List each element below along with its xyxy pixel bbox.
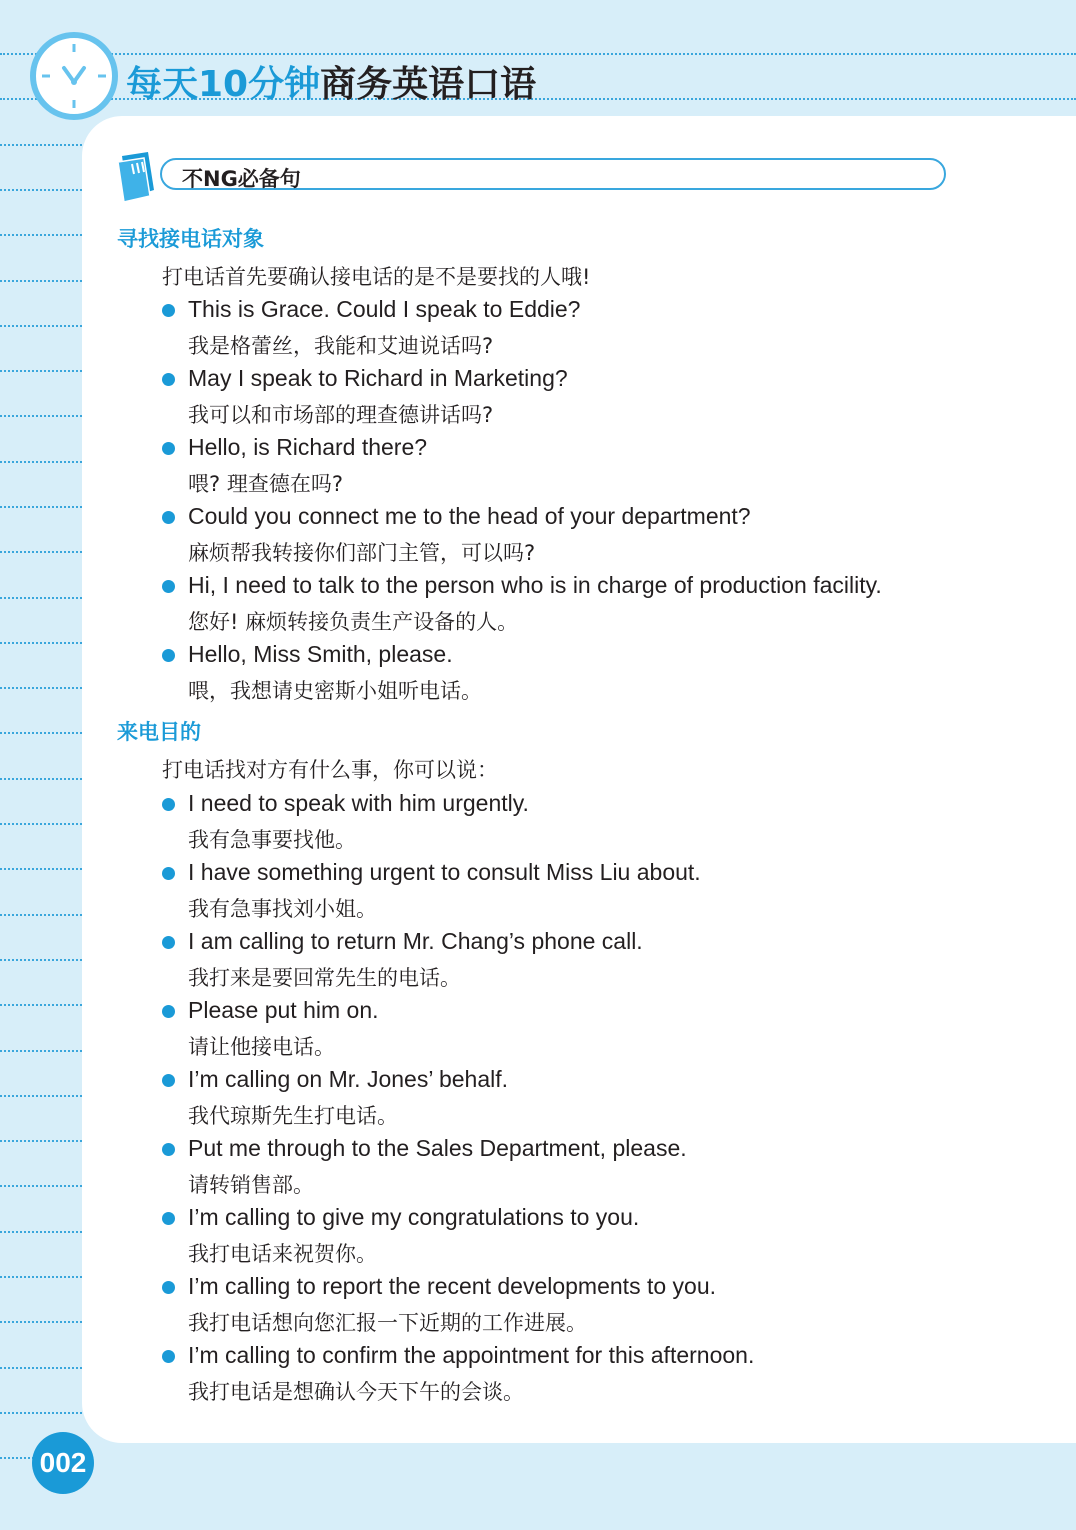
dotted-line bbox=[0, 1004, 82, 1006]
bullet-icon bbox=[162, 1350, 175, 1363]
group-intro: 打电话找对方有什么事，你可以说： bbox=[162, 758, 498, 782]
bullet-icon bbox=[162, 511, 175, 524]
dotted-line bbox=[0, 1276, 82, 1278]
phrase-english: I have something urgent to consult Miss Liu about. bbox=[188, 859, 701, 885]
book-title-rest: 商务英语口语 bbox=[320, 64, 537, 105]
dotted-line bbox=[0, 1412, 82, 1414]
phrase-english: Please put him on. bbox=[188, 997, 379, 1023]
phrase-english: I’m calling to confirm the appointment for this afternoon. bbox=[188, 1342, 755, 1368]
phrase-chinese: 您好! 麻烦转接负责生产设备的人。 bbox=[188, 610, 519, 634]
dotted-line bbox=[0, 53, 1076, 55]
group-heading: 来电目的 bbox=[117, 720, 201, 744]
dotted-line bbox=[0, 1231, 82, 1233]
bullet-icon bbox=[162, 1005, 175, 1018]
dotted-line bbox=[0, 280, 82, 282]
phrase-english: Could you connect me to the head of your department? bbox=[188, 503, 751, 529]
phrase-english: I’m calling to report the recent developments to you. bbox=[188, 1273, 717, 1299]
page-number: 002 bbox=[32, 1432, 94, 1494]
dotted-line bbox=[0, 1095, 82, 1097]
dotted-line bbox=[0, 778, 82, 780]
dotted-line bbox=[0, 1050, 82, 1052]
phrase-english: Hi, I need to talk to the person who is in charge of production facility. bbox=[188, 572, 882, 598]
dotted-line bbox=[0, 370, 82, 372]
memory-card-icon bbox=[114, 150, 162, 202]
section-banner bbox=[160, 158, 946, 190]
bullet-icon bbox=[162, 442, 175, 455]
bullet-icon bbox=[162, 304, 175, 317]
phrase-chinese: 我是格蕾丝，我能和艾迪说话吗? bbox=[188, 334, 494, 358]
bullet-icon bbox=[162, 867, 175, 880]
dotted-line bbox=[0, 189, 82, 191]
phrase-chinese: 我代琼斯先生打电话。 bbox=[188, 1104, 398, 1128]
dotted-line bbox=[0, 144, 82, 146]
phrase-chinese: 喂? 理查德在吗? bbox=[188, 472, 343, 496]
phrase-english: I’m calling to give my congratulations to you. bbox=[188, 1204, 640, 1230]
dotted-line bbox=[0, 461, 82, 463]
phrase-chinese: 我有急事要找他。 bbox=[188, 828, 356, 852]
bullet-icon bbox=[162, 1212, 175, 1225]
bullet-icon bbox=[162, 580, 175, 593]
phrase-chinese: 喂，我想请史密斯小姐听电话。 bbox=[188, 679, 482, 703]
phrase-english: I’m calling on Mr. Jones’ behalf. bbox=[188, 1066, 509, 1092]
dotted-line bbox=[0, 1185, 82, 1187]
dotted-line bbox=[0, 914, 82, 916]
group-intro: 打电话首先要确认接电话的是不是要找的人哦! bbox=[162, 265, 591, 289]
phrase-english: This is Grace. Could I speak to Eddie? bbox=[188, 296, 581, 322]
bullet-icon bbox=[162, 936, 175, 949]
phrase-chinese: 请转销售部。 bbox=[188, 1173, 314, 1197]
dotted-line bbox=[0, 868, 82, 870]
phrase-chinese: 我打电话想向您汇报一下近期的工作进展。 bbox=[188, 1311, 587, 1335]
dotted-line bbox=[0, 597, 82, 599]
dotted-line bbox=[0, 959, 82, 961]
phrase-chinese: 请让他接电话。 bbox=[188, 1035, 335, 1059]
phrase-chinese: 我打电话是想确认今天下午的会谈。 bbox=[188, 1380, 524, 1404]
dotted-line bbox=[0, 415, 82, 417]
book-title-highlight: 每天10分钟 bbox=[126, 64, 321, 105]
bullet-icon bbox=[162, 1143, 175, 1156]
phrase-english: I am calling to return Mr. Chang’s phone call. bbox=[188, 928, 643, 954]
book-title bbox=[126, 56, 536, 107]
phrase-chinese: 我打电话来祝贺你。 bbox=[188, 1242, 377, 1266]
dotted-line bbox=[0, 551, 82, 553]
dotted-line bbox=[0, 823, 82, 825]
bullet-icon bbox=[162, 1074, 175, 1087]
bullet-icon bbox=[162, 373, 175, 386]
bullet-icon bbox=[162, 649, 175, 662]
phrase-english: Hello, is Richard there? bbox=[188, 434, 428, 460]
bullet-icon bbox=[162, 1281, 175, 1294]
phrase-english: May I speak to Richard in Marketing? bbox=[188, 365, 568, 391]
phrase-chinese: 我有急事找刘小姐。 bbox=[188, 897, 377, 921]
bullet-icon bbox=[162, 798, 175, 811]
phrase-chinese: 麻烦帮我转接你们部门主管，可以吗? bbox=[188, 541, 536, 565]
dotted-line bbox=[0, 325, 82, 327]
phrase-chinese: 我可以和市场部的理查德讲话吗? bbox=[188, 403, 494, 427]
phrase-english: I need to speak with him urgently. bbox=[188, 790, 529, 816]
phrase-chinese: 我打来是要回常先生的电话。 bbox=[188, 966, 461, 990]
section-label: 不NG必备句 bbox=[182, 167, 301, 191]
dotted-line bbox=[0, 234, 82, 236]
dotted-line bbox=[0, 1367, 82, 1369]
dotted-line bbox=[0, 687, 82, 689]
dotted-line bbox=[0, 732, 82, 734]
group-heading: 寻找接电话对象 bbox=[117, 227, 264, 251]
phrase-english: Hello, Miss Smith, please. bbox=[188, 641, 453, 667]
phrase-english: Put me through to the Sales Department, please. bbox=[188, 1135, 687, 1161]
clock-icon bbox=[30, 32, 118, 120]
dotted-line bbox=[0, 506, 82, 508]
dotted-line bbox=[0, 1140, 82, 1142]
dotted-line bbox=[0, 642, 82, 644]
dotted-line bbox=[0, 1321, 82, 1323]
